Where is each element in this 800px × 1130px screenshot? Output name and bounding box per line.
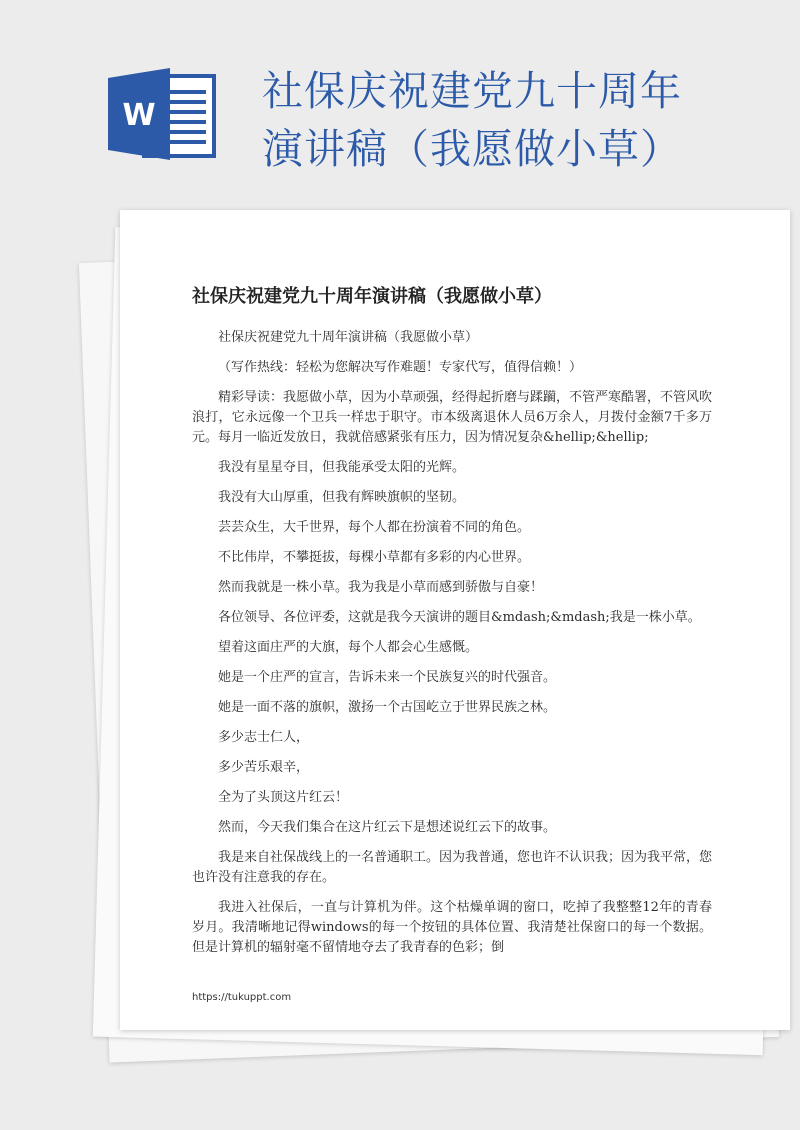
paragraph: 全为了头顶这片红云！ — [218, 790, 349, 805]
header-title-line1: 社保庆祝建党九十周年 — [262, 67, 682, 115]
paragraph: 各位领导、各位评委，这就是我今天演讲的题目&mdash;&mdash;我是一株小草。 — [218, 610, 701, 625]
header-title-line2: 演讲稿（我愿做小草） — [262, 125, 682, 173]
paragraph: 社保庆祝建党九十周年演讲稿（我愿做小草） — [218, 330, 479, 345]
paragraph: 望着这面庄严的大旗，每个人都会心生感慨。 — [218, 640, 479, 655]
paragraph: 然而我就是一株小草。我为我是小草而感到骄傲与自豪！ — [218, 580, 544, 595]
document-title: 社保庆祝建党九十周年演讲稿（我愿做小草） — [192, 286, 552, 307]
paragraph: 然而，今天我们集合在这片红云下是想述说红云下的故事。 — [218, 820, 557, 835]
paragraph: 她是一个庄严的宣言，告诉未来一个民族复兴的时代强音。 — [218, 670, 557, 685]
paragraph: 多少志士仁人， — [218, 730, 310, 745]
paragraph: （写作热线：轻松为您解决写作难题！专家代写，值得信赖！） — [218, 360, 583, 375]
paragraph: 我没有大山厚重，但我有辉映旗帜的坚韧。 — [218, 490, 466, 505]
word-document-icon — [108, 68, 220, 160]
document-page — [120, 210, 790, 1030]
header — [0, 0, 800, 200]
document-body — [192, 328, 712, 968]
svg-text:W: W — [122, 98, 156, 133]
paragraph: 多少苦乐艰辛， — [218, 760, 310, 775]
paragraph: 她是一面不落的旗帜，激扬一个古国屹立于世界民族之林。 — [218, 700, 557, 715]
paragraph: 我是来自社保战线上的一名普通职工。因为我普通，您也许不认识我；因为我平常，您也许没有注意我的存在。 — [192, 850, 713, 885]
paragraph: 芸芸众生，大千世界，每个人都在扮演着不同的角色。 — [218, 520, 531, 535]
paragraph: 不比伟岸，不攀挺拔，每棵小草都有多彩的内心世界。 — [218, 550, 531, 565]
paragraph: 我进入社保后，一直与计算机为伴。这个枯燥单调的窗口，吃掉了我整整12年的青春岁月。我清晰地记得windows的每一个按钮的具体位置、我清楚社保窗口的每一个数据。但是计算机的辐射毫不留情地夺去了我青春的色彩；倒 — [192, 900, 712, 955]
paragraph: 精彩导读：我愿做小草，因为小草顽强，经得起折磨与蹂躏，不管严寒酷署，不管风吹浪打，它永远像一个卫兵一样忠于职守。市本级离退休人员6万余人，月拨付金额7千多万元。每月一临近发放日，我就倍感紧张有压力，因为情况复杂&hellip;&hellip; — [192, 390, 713, 445]
header-title — [262, 62, 782, 178]
paragraph: 我没有星星夺目，但我能承受太阳的光辉。 — [218, 460, 466, 475]
footer-url[interactable]: https://tukuppt.com — [192, 992, 292, 1003]
